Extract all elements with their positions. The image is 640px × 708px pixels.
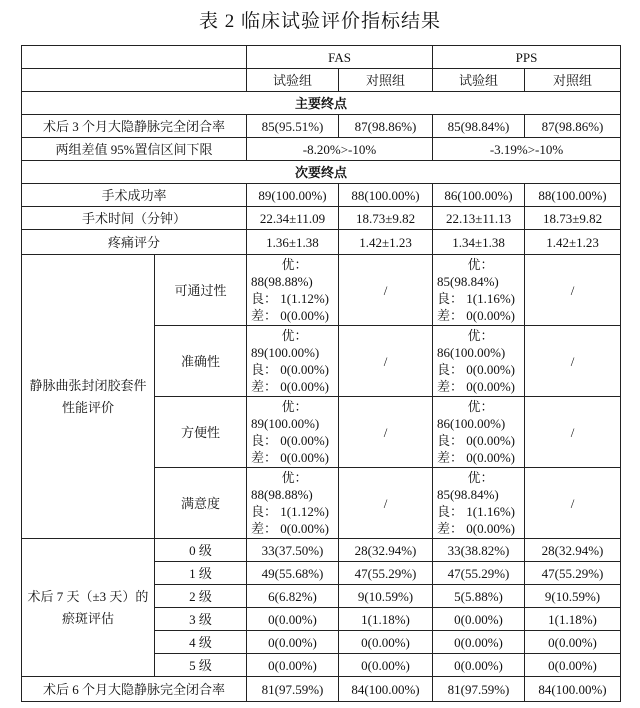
cell: 9(10.59%)	[525, 585, 621, 608]
row-label: 3 级	[155, 608, 247, 631]
header-pps: PPS	[433, 46, 621, 69]
cell: 33(38.82%)	[433, 539, 525, 562]
header-row-1	[22, 46, 621, 69]
group-label: 静脉曲张封闭胶套件性能评价	[22, 255, 155, 539]
cell: 86(100.00%)	[433, 184, 525, 207]
cell: /	[525, 468, 621, 539]
table-row	[22, 115, 621, 138]
table-row	[22, 138, 621, 161]
cell: /	[339, 397, 433, 468]
cell	[247, 255, 339, 326]
row-label: 术后 6 个月大隐静脉完全闭合率	[22, 677, 247, 702]
cell: 1.42±1.23	[525, 230, 621, 255]
cell: 1.42±1.23	[339, 230, 433, 255]
cell: 0(0.00%)	[525, 654, 621, 677]
cell	[247, 468, 339, 539]
cell-line: 差： 0(0.00%)	[437, 450, 516, 465]
cell: 0(0.00%)	[247, 608, 339, 631]
row-label: 准确性	[155, 326, 247, 397]
cell-line: 差： 0(0.00%)	[437, 308, 516, 323]
row-label: 术后 3 个月大隐静脉完全闭合率	[22, 115, 247, 138]
cell-line: 86(100.00%)	[437, 416, 506, 431]
cell: 88(100.00%)	[339, 184, 433, 207]
cell: -8.20%>-10%	[247, 138, 433, 161]
row-label: 1 级	[155, 562, 247, 585]
cell: /	[339, 326, 433, 397]
cell: 6(6.82%)	[247, 585, 339, 608]
cell-line: 差： 0(0.00%)	[251, 379, 329, 394]
row-label: 手术成功率	[22, 184, 247, 207]
row-label: 4 级	[155, 631, 247, 654]
row-label: 手术时间（分钟）	[22, 207, 247, 230]
cell-line: 差： 0(0.00%)	[251, 308, 329, 323]
cell: 0(0.00%)	[433, 654, 525, 677]
cell: 22.34±11.09	[247, 207, 339, 230]
cell-line: 优：	[467, 470, 494, 485]
cell-line: 优：	[281, 328, 308, 343]
header-pps-test: 试验组	[433, 69, 525, 92]
cell-line: 差： 0(0.00%)	[251, 450, 329, 465]
cell-line: 良： 1(1.12%)	[251, 504, 329, 519]
header-pps-control: 对照组	[525, 69, 621, 92]
row-label: 5 级	[155, 654, 247, 677]
table-row	[22, 230, 621, 255]
cell: 0(0.00%)	[247, 654, 339, 677]
cell	[433, 397, 525, 468]
cell: 33(37.50%)	[247, 539, 339, 562]
cell: 0(0.00%)	[247, 631, 339, 654]
row-label: 疼痛评分	[22, 230, 247, 255]
cell: 87(98.86%)	[339, 115, 433, 138]
cell: -3.19%>-10%	[433, 138, 621, 161]
header-fas-test: 试验组	[247, 69, 339, 92]
cell: /	[525, 255, 621, 326]
cell-line: 差： 0(0.00%)	[437, 521, 516, 536]
group-label: 术后 7 天（±3 天）的瘀斑评估	[22, 539, 155, 677]
cell: 18.73±9.82	[525, 207, 621, 230]
table-title: 表 2 临床试验评价指标结果	[198, 11, 441, 32]
cell: 84(100.00%)	[525, 677, 621, 702]
cell: /	[525, 397, 621, 468]
cell-line: 良： 0(0.00%)	[437, 362, 516, 377]
cell-line: 良： 1(1.16%)	[437, 291, 516, 306]
cell-line: 优：	[281, 470, 308, 485]
table-row	[22, 207, 621, 230]
cell: 0(0.00%)	[339, 654, 433, 677]
cell	[247, 397, 339, 468]
cell-line: 良： 0(0.00%)	[251, 433, 329, 448]
cell: 88(100.00%)	[525, 184, 621, 207]
cell-line: 良： 1(1.16%)	[437, 504, 516, 519]
row-label: 可通过性	[155, 255, 247, 326]
row-label: 两组差值 95%置信区间下限	[22, 138, 247, 161]
cell: 22.13±11.13	[433, 207, 525, 230]
cell: 0(0.00%)	[525, 631, 621, 654]
cell-line: 85(98.84%)	[437, 274, 499, 289]
cell-line: 88(98.88%)	[251, 274, 313, 289]
cell-line: 差： 0(0.00%)	[251, 521, 329, 536]
cell-line: 优：	[467, 257, 494, 272]
cell-line: 良： 0(0.00%)	[251, 362, 329, 377]
cell	[247, 326, 339, 397]
cell: 1(1.18%)	[525, 608, 621, 631]
cell-line: 良： 0(0.00%)	[437, 433, 516, 448]
cell-line: 差： 0(0.00%)	[437, 379, 516, 394]
cell: /	[339, 255, 433, 326]
cell: 47(55.29%)	[339, 562, 433, 585]
cell: 87(98.86%)	[525, 115, 621, 138]
cell-line: 良： 1(1.12%)	[251, 291, 329, 306]
cell: 0(0.00%)	[433, 608, 525, 631]
cell: 81(97.59%)	[247, 677, 339, 702]
cell: 84(100.00%)	[339, 677, 433, 702]
cell-line: 优：	[467, 399, 494, 414]
cell: 28(32.94%)	[339, 539, 433, 562]
cell	[433, 468, 525, 539]
cell-line: 优：	[281, 399, 308, 414]
table-row	[22, 677, 621, 702]
cell: 1(1.18%)	[339, 608, 433, 631]
cell: 0(0.00%)	[433, 631, 525, 654]
cell: 5(5.88%)	[433, 585, 525, 608]
cell: 1.36±1.38	[247, 230, 339, 255]
cell: 49(55.68%)	[247, 562, 339, 585]
cell: 47(55.29%)	[433, 562, 525, 585]
cell: 89(100.00%)	[247, 184, 339, 207]
cell-line: 89(100.00%)	[251, 345, 320, 360]
cell: 28(32.94%)	[525, 539, 621, 562]
cell	[433, 326, 525, 397]
cell: 9(10.59%)	[339, 585, 433, 608]
cell: 1.34±1.38	[433, 230, 525, 255]
results-table	[21, 45, 621, 702]
row-label: 0 级	[155, 539, 247, 562]
cell: 0(0.00%)	[339, 631, 433, 654]
cell	[433, 255, 525, 326]
cell: 18.73±9.82	[339, 207, 433, 230]
cell: 47(55.29%)	[525, 562, 621, 585]
row-label: 满意度	[155, 468, 247, 539]
row-label: 方便性	[155, 397, 247, 468]
section-secondary: 次要终点	[22, 161, 621, 184]
cell: 81(97.59%)	[433, 677, 525, 702]
table-row	[22, 255, 621, 326]
header-row-2	[22, 69, 621, 92]
table-row	[22, 539, 621, 562]
cell-line: 88(98.88%)	[251, 487, 313, 502]
section-primary: 主要终点	[22, 92, 621, 115]
cell-line: 86(100.00%)	[437, 345, 506, 360]
row-label: 2 级	[155, 585, 247, 608]
cell: /	[339, 468, 433, 539]
cell: /	[525, 326, 621, 397]
cell: 85(95.51%)	[247, 115, 339, 138]
cell-line: 85(98.84%)	[437, 487, 499, 502]
cell-line: 89(100.00%)	[251, 416, 320, 431]
cell: 85(98.84%)	[433, 115, 525, 138]
table-row	[22, 184, 621, 207]
header-fas: FAS	[247, 46, 433, 69]
cell-line: 优：	[281, 257, 308, 272]
cell-line: 优：	[467, 328, 494, 343]
header-fas-control: 对照组	[339, 69, 433, 92]
